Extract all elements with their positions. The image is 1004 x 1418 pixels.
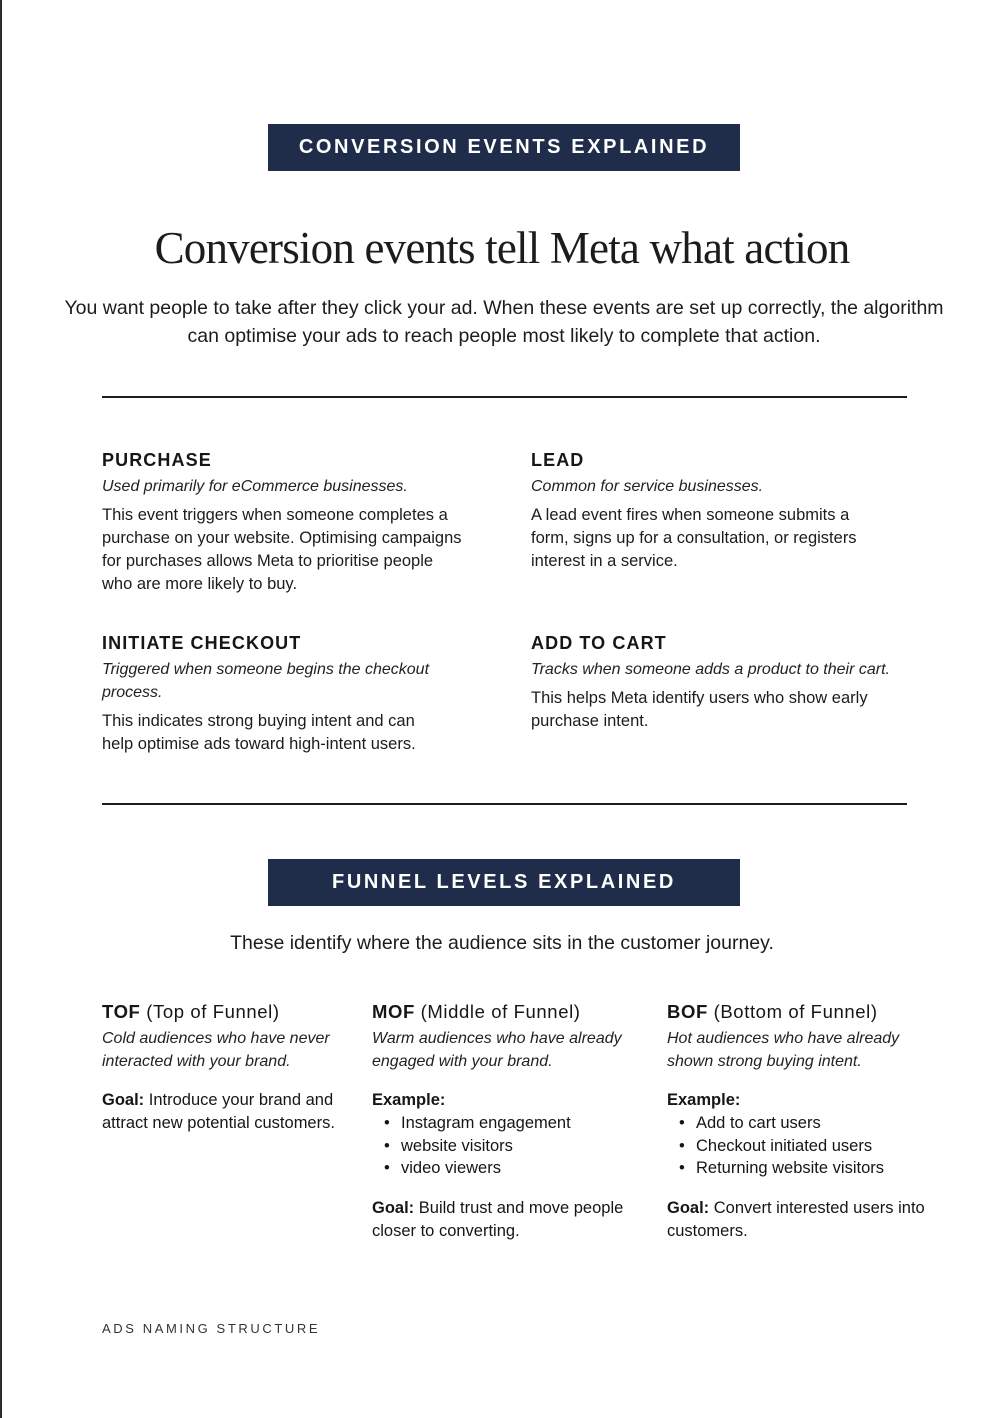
event-title: INITIATE CHECKOUT [102, 633, 302, 653]
page-edge-rule [0, 0, 2, 1418]
event-title: LEAD [531, 450, 585, 470]
footer-label: ADS NAMING STRUCTURE [102, 1321, 321, 1336]
event-title: PURCHASE [102, 450, 212, 470]
funnel-goal [102, 1089, 352, 1135]
example-list [372, 1112, 642, 1180]
intro-paragraph: You want people to take after they click your ad. When these events are set up correctly, the algorithm can optimise your ads to reach people most likely to complete that action. [64, 297, 944, 347]
goal-text: Build trust and move people closer to converting. [372, 1198, 624, 1240]
funnel-column-mof [372, 1001, 642, 1243]
funnel-subtitle: Hot audiences who have already shown strong buying intent. [667, 1030, 900, 1070]
funnel-subtitle: Cold audiences who have never interacted with your brand. [102, 1030, 330, 1070]
event-subtitle: Used primarily for eCommerce businesses. [102, 478, 408, 495]
event-description: A lead event fires when someone submits a form, signs up for a consultation, or registers interest in a service. [531, 506, 857, 570]
funnel-goal [372, 1197, 642, 1243]
example-list [667, 1112, 937, 1180]
event-purchase [102, 449, 462, 596]
goal-label: Goal: [102, 1091, 145, 1109]
funnel-abbr: MOF [372, 1001, 415, 1022]
funnel-subtitle: Warm audiences who have already engaged with your brand. [372, 1030, 622, 1070]
event-description: This event triggers when someone completes a purchase on your website. Optimising campaigns for purchases allows Meta to prioritise people who are more likely to buy. [102, 506, 462, 593]
example-label: Example: [372, 1091, 446, 1109]
event-lead [531, 449, 891, 573]
funnel-intro: These identify where the audience sits in the customer journey. [230, 932, 774, 954]
event-description: This indicates strong buying intent and can help optimise ads toward high-intent users. [102, 712, 416, 753]
list-item: • Checkout initiated users [679, 1135, 937, 1158]
funnel-fullname: (Bottom of Funnel) [713, 1001, 878, 1022]
list-item: • Returning website visitors [679, 1157, 937, 1180]
funnel-fullname: (Top of Funnel) [146, 1001, 280, 1022]
funnel-heading [102, 1001, 352, 1023]
funnel-column-tof [102, 1001, 352, 1135]
conversion-events-banner: CONVERSION EVENTS EXPLAINED [268, 124, 740, 171]
section-divider [102, 803, 907, 805]
funnel-abbr: BOF [667, 1001, 708, 1022]
funnel-column-bof [667, 1001, 937, 1243]
funnel-levels-banner: FUNNEL LEVELS EXPLAINED [268, 859, 740, 906]
example-label: Example: [667, 1091, 741, 1109]
list-item: • video viewers [384, 1157, 642, 1180]
event-subtitle: Triggered when someone begins the checkout process. [102, 661, 430, 701]
funnel-heading [372, 1001, 642, 1023]
funnel-heading [667, 1001, 937, 1023]
event-initiate-checkout [102, 632, 442, 756]
list-item: • Add to cart users [679, 1112, 937, 1135]
list-item: • Instagram engagement [384, 1112, 642, 1135]
event-subtitle: Tracks when someone adds a product to their cart. [531, 661, 890, 678]
goal-text: Convert interested users into customers. [667, 1198, 925, 1240]
goal-text: Introduce your brand and attract new potential customers. [102, 1091, 335, 1132]
funnel-fullname: (Middle of Funnel) [420, 1001, 581, 1022]
event-subtitle: Common for service businesses. [531, 478, 764, 495]
goal-label: Goal: [667, 1198, 710, 1217]
page-headline: Conversion events tell Meta what action [154, 223, 850, 273]
event-title: ADD TO CART [531, 633, 667, 653]
funnel-abbr: TOF [102, 1001, 141, 1022]
event-add-to-cart [531, 632, 911, 733]
event-description: This helps Meta identify users who show early purchase intent. [531, 689, 868, 730]
funnel-goal [667, 1197, 937, 1243]
goal-label: Goal: [372, 1198, 415, 1217]
list-item: • website visitors [384, 1135, 642, 1158]
section-divider [102, 396, 907, 398]
